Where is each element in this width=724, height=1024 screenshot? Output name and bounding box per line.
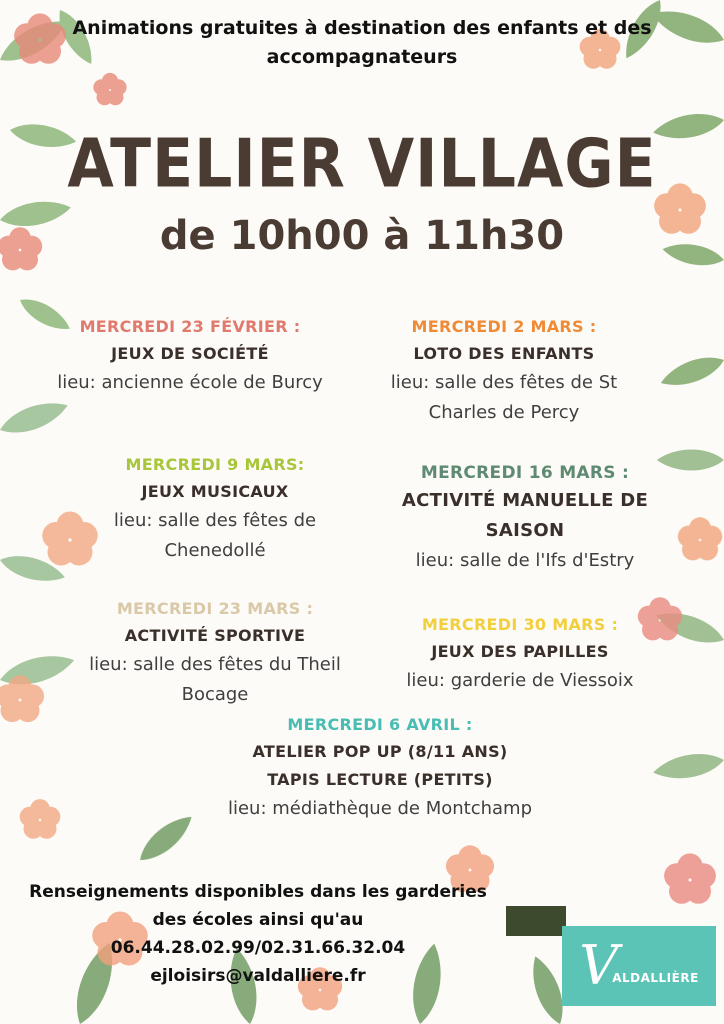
- event-date: MERCREDI 16 MARS :: [420, 463, 630, 483]
- event-1: [30, 314, 350, 398]
- event-activity: JEUX MUSICAUX: [141, 482, 289, 501]
- event-activity: LOTO DES ENFANTS: [413, 344, 595, 363]
- time-range: de 10h00 à 11h30: [159, 213, 565, 259]
- contact-info: [8, 878, 508, 990]
- event-activity: ACTIVITÉ SPORTIVE: [124, 626, 306, 645]
- event-2: [364, 314, 644, 428]
- event-date: MERCREDI 9 MARS:: [125, 455, 305, 474]
- event-activity-secondary: TAPIS LECTURE (PETITS): [267, 770, 493, 789]
- event-activity: ACTIVITÉ MANUELLE DE SAISON: [401, 490, 649, 541]
- event-7: [190, 712, 570, 824]
- subtitle: Animations gratuites à destination des enfants et des accompagnateurs: [72, 17, 652, 68]
- event-location: lieu: salle des fêtes du Theil Bocage: [89, 654, 341, 705]
- contact-phone: 06.44.28.02.99/02.31.66.32.04: [110, 938, 406, 958]
- event-date: MERCREDI 23 FÉVRIER :: [79, 317, 301, 336]
- event-location: lieu: salle de l'Ifs d'Estry: [415, 550, 635, 571]
- event-location: lieu: salle des fêtes de St Charles de Percy: [390, 372, 618, 423]
- logo-letter: V: [579, 934, 619, 997]
- event-date: MERCREDI 30 MARS :: [421, 615, 619, 634]
- contact-email: ejloisirs@valdalliere.fr: [150, 966, 366, 986]
- logo-text: ALDALLIÈRE: [612, 971, 699, 985]
- event-3: [70, 452, 360, 566]
- event-5: [70, 596, 360, 710]
- event-date: MERCREDI 6 AVRIL :: [287, 715, 473, 734]
- event-date: MERCREDI 23 MARS :: [116, 599, 314, 618]
- event-activity: ATELIER POP UP (8/11 ANS): [252, 742, 508, 761]
- event-location: lieu: médiathèque de Montchamp: [227, 798, 533, 819]
- valdalliere-logo: [562, 926, 716, 1006]
- event-6: [370, 612, 670, 696]
- event-activity: JEUX DE SOCIÉTÉ: [111, 344, 269, 363]
- contact-line-2: des écoles ainsi qu'au: [152, 910, 364, 930]
- event-location: lieu: garderie de Viessoix: [406, 670, 634, 691]
- logo-accent: [506, 906, 566, 936]
- event-4: [370, 460, 680, 576]
- event-location: lieu: ancienne école de Burcy: [57, 372, 323, 393]
- event-activity: JEUX DES PAPILLES: [431, 642, 609, 661]
- event-location: lieu: salle des fêtes de Chenedollé: [113, 510, 317, 561]
- event-date: MERCREDI 2 MARS :: [411, 317, 597, 336]
- main-title: ATELIER VILLAGE: [67, 124, 657, 204]
- contact-line-1: Renseignements disponibles dans les garderies: [29, 882, 487, 902]
